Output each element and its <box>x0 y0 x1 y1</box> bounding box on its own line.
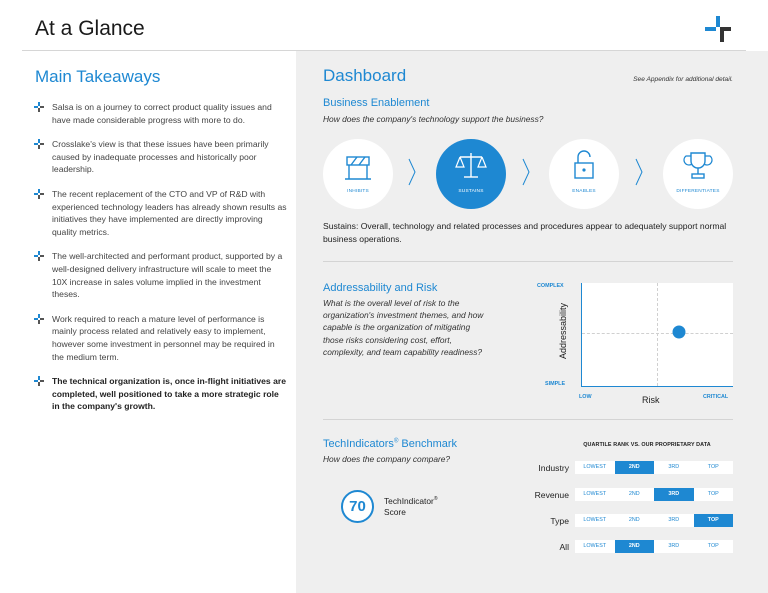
scale-icon <box>454 149 488 181</box>
techindicator-score: 70 <box>341 490 374 523</box>
takeaway-text: Work required to reach a mature level of performance is mainly process related and relatively easy to implement, however some investment in personnel may be required in the medium term. <box>52 313 275 362</box>
stage-label: INHIBITS <box>347 189 369 194</box>
quartile-row-label: Industry <box>538 463 569 473</box>
quartile-cell: TOP <box>707 464 719 470</box>
section-divider <box>323 261 733 262</box>
benchmark-title-text: TechIndicators <box>323 438 394 450</box>
takeaway-item <box>34 313 288 363</box>
x-axis-right-label: CRITICAL <box>703 394 729 400</box>
plus-bullet-icon <box>34 376 44 386</box>
takeaways-list <box>34 101 288 425</box>
takeaway-text: The technical organization is, once in-flight initiatives are completed, well positioned to take a more strategic role in the company's growth. <box>52 376 286 412</box>
takeaway-item <box>34 250 288 300</box>
stage-inhibits <box>323 139 393 209</box>
quartile-cell: LOWEST <box>583 517 607 523</box>
plus-bullet-icon <box>34 314 44 324</box>
business-enablement-title: Business Enablement <box>323 97 430 109</box>
main-takeaways-panel <box>22 51 296 593</box>
risk-question: What is the overall level of risk to the organization's investment themes, and how capable is the organization of mitigating those risks considering cost, effort, complexity, and team capability readiness? <box>323 298 484 357</box>
quartile-cell: 2ND <box>615 540 655 553</box>
page-title: At a Glance <box>35 17 145 40</box>
score-label-line1: TechIndicator <box>384 495 434 506</box>
matrix-grid-line <box>657 283 658 386</box>
takeaway-text: The recent replacement of the CTO and VP of R&D with experienced technology leaders has already shown results as initiatives they have implemented are directly improving quality metrics. <box>52 188 287 237</box>
quartile-cell: LOWEST <box>583 491 607 497</box>
x-axis-title: Risk <box>642 395 660 405</box>
main-takeaways-title: Main Takeaways <box>35 67 161 86</box>
dashboard-panel <box>296 51 768 593</box>
quartile-cell: 3RD <box>668 517 680 523</box>
takeaway-item <box>34 375 288 413</box>
quartile-cell: 3RD <box>668 464 680 470</box>
registered-mark: ® <box>433 496 438 502</box>
quartile-row-label: Type <box>550 516 569 526</box>
plus-bullet-icon <box>34 139 44 149</box>
risk-matrix <box>581 283 733 387</box>
quartile-row <box>524 488 734 502</box>
plus-mark-logo <box>705 16 735 42</box>
score-label-line2: Score <box>384 506 406 517</box>
takeaway-item <box>34 101 288 126</box>
business-enablement-summary: Sustains: Overall, technology and related processes and procedures appear to adequately support normal business operations. <box>323 221 727 244</box>
quartile-header: QUARTILE RANK VS. OUR PROPRIETARY DATA <box>583 442 711 448</box>
chevron-right-icon <box>521 157 531 187</box>
stage-label: DIFFERENTIATES <box>676 189 720 194</box>
quartile-row <box>524 514 734 528</box>
takeaway-item <box>34 188 288 238</box>
quartile-cells <box>575 540 733 553</box>
stage-sustains <box>436 139 506 209</box>
score-label <box>384 494 438 518</box>
stage-differentiates <box>663 139 733 209</box>
quartile-cell: 3RD <box>654 488 694 501</box>
plus-bullet-icon <box>34 102 44 112</box>
quartile-cells <box>575 461 733 474</box>
business-enablement-question: How does the company's technology support the business? <box>323 114 544 124</box>
quartile-cell: 3RD <box>668 543 680 549</box>
stage-label: ENABLES <box>572 189 596 194</box>
quartile-row <box>524 540 734 554</box>
y-axis-title: Addressability <box>558 302 568 360</box>
trophy-icon <box>681 149 715 181</box>
takeaway-text: The well-architected and performant product, supported by a well-designed delivery infrastructure will scale to meet the 10X increase in sales volume implied in the investment theses. <box>52 251 283 300</box>
quartile-cell: 2ND <box>615 461 655 474</box>
barrier-icon <box>341 149 375 181</box>
dashboard-title: Dashboard <box>323 66 407 85</box>
benchmark-title-suffix: Benchmark <box>398 438 458 450</box>
plus-bullet-icon <box>34 189 44 199</box>
takeaway-item <box>34 138 288 176</box>
risk-position-marker <box>672 326 685 339</box>
appendix-note: See Appendix for additional detail. <box>633 76 733 83</box>
quartile-cell: LOWEST <box>583 464 607 470</box>
y-axis-top-label: COMPLEX <box>537 283 564 289</box>
takeaway-text: Salsa is on a journey to correct product quality issues and have made considerable progress with more to do. <box>52 102 272 125</box>
plus-bullet-icon <box>34 251 44 261</box>
quartile-cells <box>575 514 733 527</box>
x-axis-left-label: LOW <box>579 394 592 400</box>
quartile-cell: TOP <box>707 543 719 549</box>
risk-title: Addressability and Risk <box>323 282 438 294</box>
chevron-right-icon <box>634 157 644 187</box>
quartile-cell: TOP <box>707 491 719 497</box>
chevron-right-icon <box>407 157 417 187</box>
quartile-cell: 2ND <box>628 491 640 497</box>
quartile-row <box>524 461 734 475</box>
quartile-cell: TOP <box>694 514 734 527</box>
benchmark-question: How does the company compare? <box>323 454 451 464</box>
benchmark-title <box>323 438 457 450</box>
stage-label: SUSTAINS <box>458 189 484 194</box>
y-axis-bottom-label: SIMPLE <box>545 381 566 387</box>
quartile-cell: 2ND <box>628 517 640 523</box>
quartile-cell: LOWEST <box>583 543 607 549</box>
unlock-icon <box>567 149 601 181</box>
registered-mark: ® <box>393 438 399 445</box>
quartile-cells <box>575 488 733 501</box>
takeaway-text: Crosslake's view is that these issues have been primarily caused by inadequate processes and historically poor leadership. <box>52 139 269 175</box>
quartile-row-label: Revenue <box>534 490 569 500</box>
stage-enables <box>549 139 619 209</box>
quartile-row-label: All <box>559 542 569 552</box>
section-divider <box>323 419 733 420</box>
